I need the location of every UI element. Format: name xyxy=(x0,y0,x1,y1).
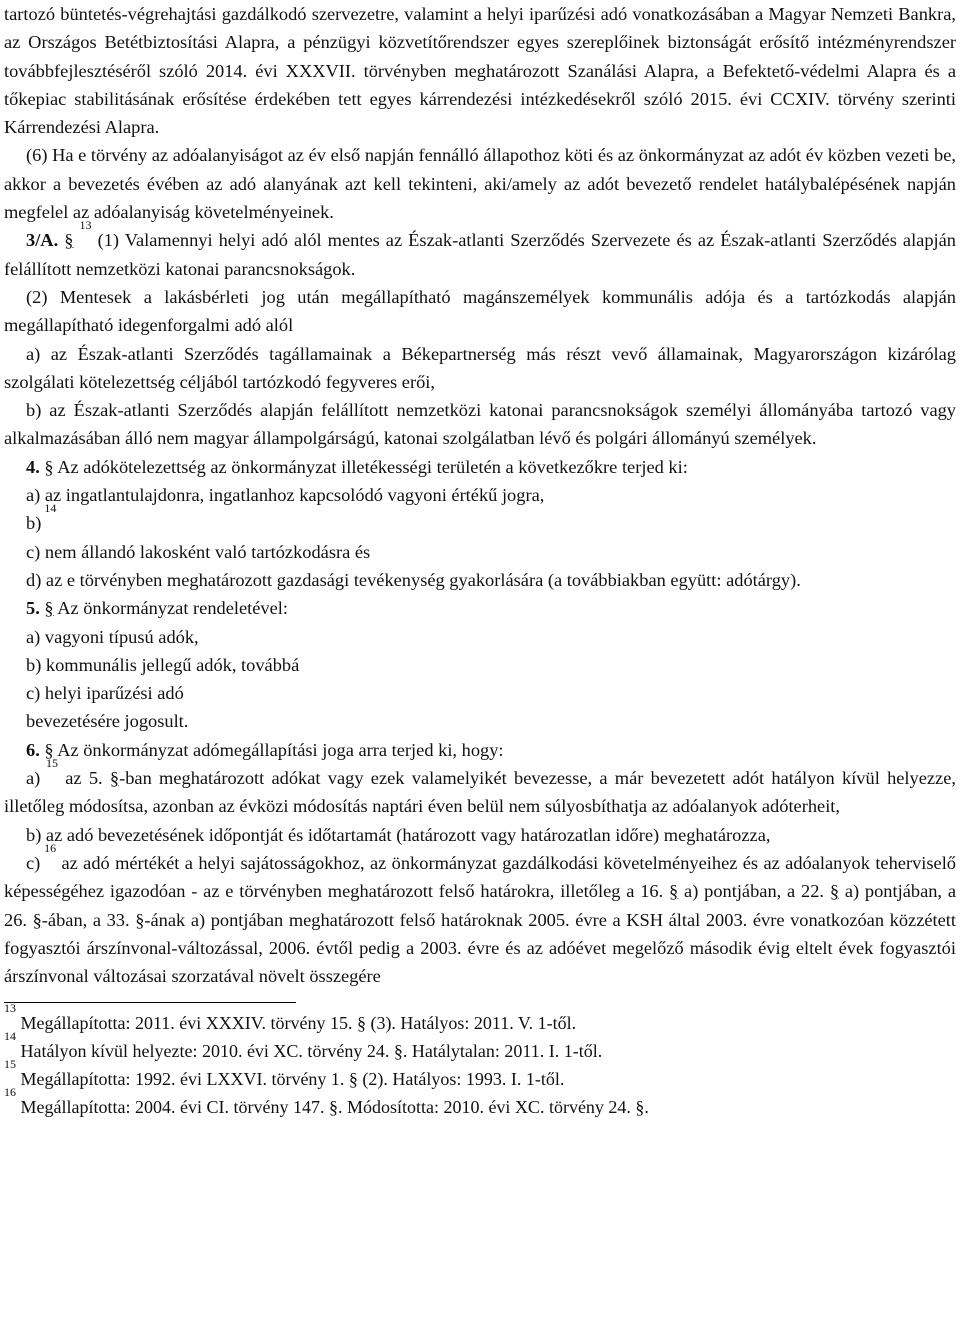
paragraph-text: -ának a) pontjában meghatározott felső határoknak 2005. évre a KSH által 2003. évre vonatkozóan közzétett fogyasztói árszínvonal-változással, 2006. évtől pedig a 2003. évre és az adóévet megelőző második évig eltelt évek fogyasztói árszínvonal változásai szorzatával növelt összegére xyxy=(4,909,957,987)
paragraph xyxy=(4,736,956,764)
paragraph xyxy=(4,538,956,566)
paragraph-text: a) vagyoni típusú adók, xyxy=(26,626,199,647)
paragraph-text: (1) Valamennyi helyi adó alól mentes az Észak-atlanti Szerződés Szervezete és az Észak-atlanti Szerződés alapján felállított nemzetközi katonai parancsnokságok. xyxy=(4,230,956,279)
paragraph-text: d) az e törvényben meghatározott gazdasági tevékenység gyakorlására (a továbbiakban együtt: adótárgy). xyxy=(26,569,801,590)
paragraph xyxy=(4,623,956,651)
section-mark: § xyxy=(829,881,840,902)
paragraph xyxy=(4,283,956,340)
paragraph xyxy=(4,840,957,990)
footnote-text: Megállapította: 2004. évi CI. törvény 147. §. Módosította: 2010. évi XC. törvény 24. §. xyxy=(20,1097,649,1118)
paragraph-text: az 5. xyxy=(57,768,110,789)
section-mark: § xyxy=(64,230,74,251)
paragraph xyxy=(4,566,956,594)
footnote-text: Hatályon kívül helyezte: 2010. évi XC. törvény 24. §. Hatálytalan: 2011. I. 1-től. xyxy=(20,1041,603,1062)
paragraph-text: Az önkormányzat rendeletével: xyxy=(53,598,288,619)
paragraph xyxy=(4,218,956,283)
paragraph-text: a) az Észak-atlanti Szerződés tagállamainak a Békepartnerség más részt vevő államainak, Magyarországon kizárólag szolgálati kötelezettség céljából tartózkodó fegyveres erői, xyxy=(4,343,956,392)
paragraph-text: a) xyxy=(26,768,41,789)
footnote-text: Megállapította: 2011. évi XXXIV. törvény 15. § (3). Hatályos: 2011. V. 1-től. xyxy=(20,1013,577,1034)
section-mark: § xyxy=(669,881,679,902)
paragraph-text: c) nem állandó lakosként való tartózkodásra és xyxy=(26,541,371,562)
footnote-reference[interactable]: 15 xyxy=(40,756,58,771)
paragraph-text: b) az adó bevezetésének időpontját és időtartamát (határozott vagy határozatlan időre) meghatározza, xyxy=(26,824,771,845)
footnote-text: Megállapította: 1992. évi LXXVI. törvény 1. § (2). Hatályos: 1993. I. 1-től. xyxy=(20,1069,565,1090)
paragraph-text: c) helyi iparűzési adó xyxy=(26,683,184,704)
paragraph-text: bevezetésére jogosult. xyxy=(26,711,189,732)
paragraph-text: c) xyxy=(26,852,41,873)
paragraph xyxy=(4,679,956,707)
paragraph-text: az adó mértékét a helyi sajátosságokhoz, az önkormányzat gazdálkodási követelményeihez és az adóalanyok teherviselő képességéhez igazodóan - az e törvényben meghatározott felső határokra, illetőleg a 16. xyxy=(4,852,956,902)
paragraph-text: tartozó büntetés-végrehajtási gazdálkodó szervezetre, valamint a helyi iparűzési adó vonatkozásában a Magyar Nemzeti Bankra, az Országos Betétbiztosítási Alapra, a pénzügyi közvetítőrendszer egyes szereplőinek biztonságát erősítő intézményrendszer továbbfejlesztéséről szóló 2014. évi XXXVII. törvényben meghatározott Szanálási Alapra, a Befektető-védelmi Alapra és a tőkepiac stabilitásának erősítése érdekében tett egyes kárrendezési intézkedésekről szóló 2015. évi CCXIV. törvény szerinti Kárrendezési Alapra. xyxy=(4,4,956,138)
section-mark: § xyxy=(44,739,54,760)
footnote-number: 13 xyxy=(4,1001,16,1016)
paragraph xyxy=(4,340,956,397)
section-mark: § xyxy=(32,909,42,930)
footnote xyxy=(4,1029,956,1065)
footnote-separator xyxy=(4,1002,296,1003)
footnote-reference[interactable]: 16 xyxy=(40,840,57,855)
paragraph xyxy=(4,756,956,821)
section-mark: § xyxy=(44,456,54,477)
document-body xyxy=(4,0,956,990)
footnote-reference[interactable]: 14 xyxy=(41,501,57,516)
footnote-reference[interactable]: 13 xyxy=(79,218,92,233)
footnote-number: 16 xyxy=(4,1085,16,1100)
section-number: 3/A. xyxy=(26,230,59,251)
paragraph-text: b) kommunális jellegű adók, továbbá xyxy=(26,654,300,675)
paragraph xyxy=(4,707,956,735)
footnote xyxy=(4,1085,956,1121)
section-mark: § xyxy=(135,909,145,930)
paragraph xyxy=(4,396,956,453)
paragraph xyxy=(4,501,956,537)
section-number: 4. xyxy=(26,456,40,477)
paragraph xyxy=(4,141,956,226)
paragraph-text: -ban meghatározott adókat vagy ezek valamelyikét bevezesse, a már bevezetett adót hatályon kívül helyezze, illetőleg módosítsa, azonban az évközi módosítás naptári éven belül nem súlyosbíthatja az adóalanyok adóterheit, xyxy=(4,768,956,817)
footnote-number: 15 xyxy=(4,1057,16,1072)
paragraph-text: -ában, a 33. xyxy=(41,909,136,930)
paragraph-text: Az önkormányzat adómegállapítási joga arra terjed ki, hogy: xyxy=(53,739,504,760)
paragraph xyxy=(4,821,956,849)
paragraph-text: (6) Ha e törvény az adóalanyiságot az év első napján fennálló állapothoz köti és az önkormányzat az adót év közben vezeti be, akkor a bevezetés évében az adó alanyának azt kell tekinteni, aki/amely az adót bevezető rendelet hatálybalépésének napján megfelel az adóalanyiság követelményeinek. xyxy=(4,145,956,223)
paragraph xyxy=(4,594,956,622)
paragraph xyxy=(4,481,956,509)
paragraph xyxy=(4,651,956,679)
section-number: 6. xyxy=(26,739,40,760)
paragraph-text: (2) Mentesek a lakásbérleti jog után megállapítható magánszemélyek kommunális adója és a tartózkodás alapján megállapítható idegenforgalmi adó alól xyxy=(4,286,956,336)
section-number: 5. xyxy=(26,598,40,619)
paragraph-text: a) pontjában, a 22. xyxy=(678,881,830,902)
paragraph xyxy=(4,0,956,141)
section-mark: § xyxy=(44,598,54,619)
paragraph-text: a) az ingatlantulajdonra, ingatlanhoz kapcsolódó vagyoni értékű jogra, xyxy=(26,485,545,506)
footnote xyxy=(4,1057,956,1093)
footnotes xyxy=(4,1001,956,1121)
paragraph-text: a) pontjában, a 26. xyxy=(4,881,956,930)
paragraph-text xyxy=(73,230,79,250)
paragraph xyxy=(4,453,956,481)
footnote xyxy=(4,1001,956,1037)
section-mark: § xyxy=(109,768,120,789)
paragraph-text: b) xyxy=(26,513,42,534)
paragraph-text: b) az Észak-atlanti Szerződés alapján felállított nemzetközi katonai parancsnokságok személyi állományába tartozó vagy alkalmazásában álló nem magyar állampolgárságú, katonai szolgálatban lévő és polgári állományú személyek. xyxy=(4,400,956,449)
paragraph-text: Az adókötelezettség az önkormányzat illetékességi területén a következőkre terjed ki: xyxy=(53,456,688,477)
footnote-number: 14 xyxy=(4,1029,16,1044)
